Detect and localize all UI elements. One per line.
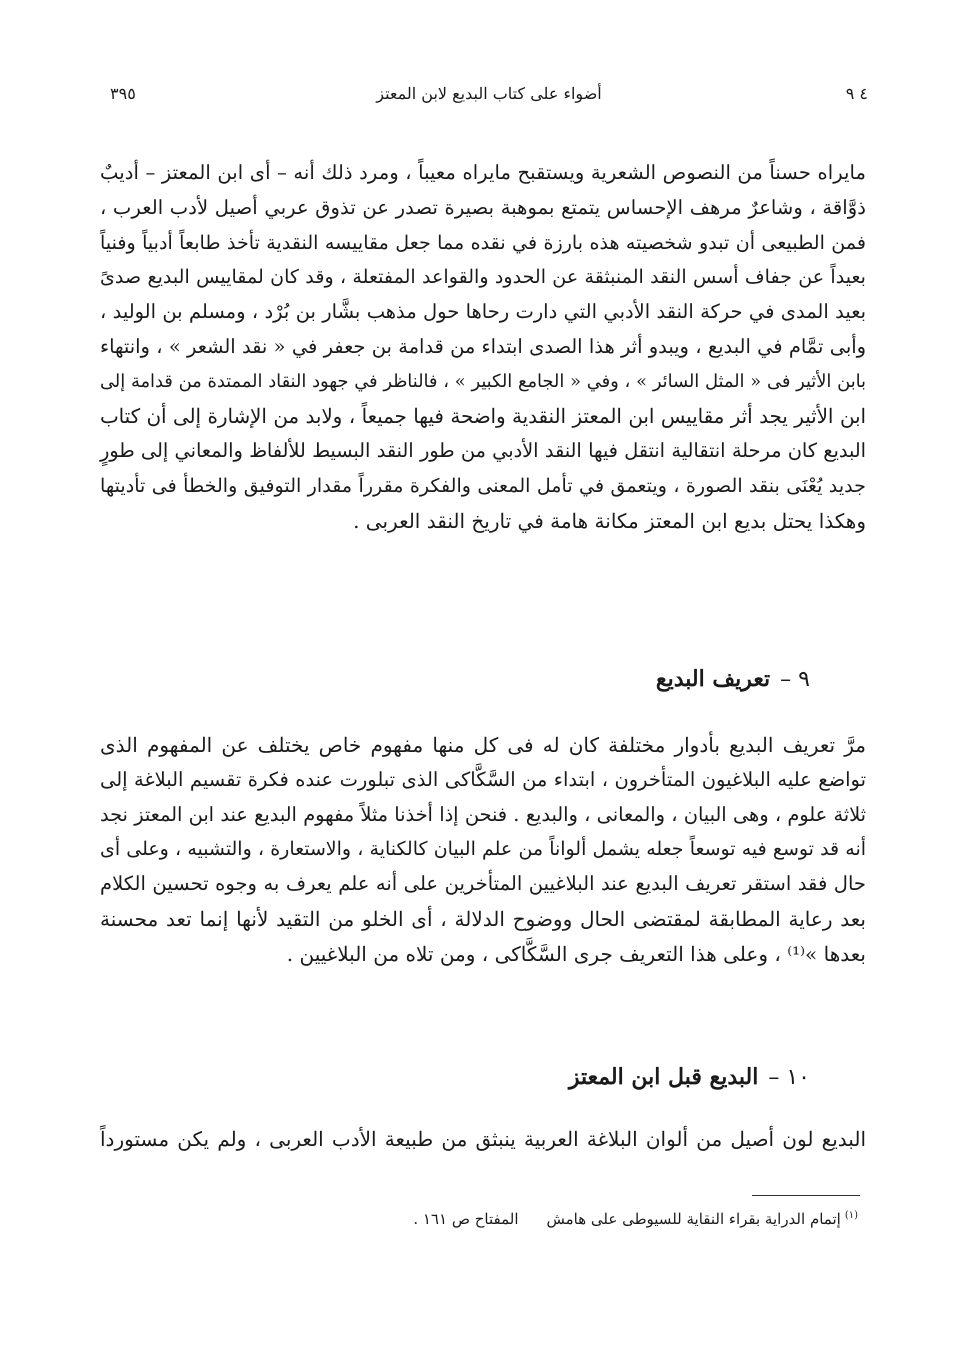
text-line: وأبى تمَّام في البديع ، ويبدو أثر هذا الصدى ابتداء من قدامة بن جعفر في « نقد الشعر » ، وانتهاء [100,334,866,358]
text-line: ذوَّاقة ، وشاعرٌ مرهف الإحساس يتمتع بموهبة بصيرة تصدر عن تذوق عربي أصيل لأدب العرب ، [100,195,866,219]
section-number: ٩ – [780,667,810,692]
text-line: مرَّ تعريف البديع بأدوار مختلفة كان له فى كل منها مفهوم خاص يختلف عن المفهوم الذى [100,733,866,757]
text-line: بابن الأثير فى « المثل السائر » ، وفي « الجامع الكبير » ، فالناظر في جهود النقاد الممتدة من قدامة إلى [100,371,866,392]
text-line: ابن الأثير يجد أثر مقاييس ابن المعتز النقدية واضحة فيها جميعاً ، ولابد من الإشارة إلى أن كتاب [100,404,866,428]
footnote-text-continued: المفتاح ص ١٦١ . [413,1210,519,1228]
footnote-marker: (١) [844,1210,858,1221]
text-line: ثلاثة علوم ، وهى البيان ، والمعانى ، والبديع . فنحن إذا أخذنا مثلاً مفهوم البديع عند ابن المعتز نجد [100,802,866,826]
running-header [110,84,868,114]
chapter-folio: ٤ ٩ [845,84,868,103]
paragraph-1 [100,156,866,539]
text-line: البديع كان مرحلة انتقالية انتقل فيها النقد الأدبي من طور النقد البسيط للألفاظ والمعاني إلى طورٍ [100,439,866,463]
text-line: فمن الطبيعى أن تبدو شخصيته هذه بارزة في نقده مما جعل مقاييسه النقدية تأخذ طابعاً أدبياً وفنياً [100,230,866,254]
section-number: ١٠ – [768,1065,810,1090]
section-title: البديع قبل ابن المعتز [568,1064,759,1090]
footnote-rule [752,1195,860,1196]
section-heading-9 [656,666,810,692]
text-line: أنه قد توسع فيه توسعاً جعله يشمل ألواناً من علم البيان كالكناية ، والاستعارة ، والتشبيه ، وعلى أى [100,838,866,861]
text-line: مايراه حسناً من النصوص الشعرية ويستقبح مايراه معيباً ، ومرد ذلك أنه – أى ابن المعتز – أديبٌ [100,161,866,184]
section-heading-10 [569,1064,810,1090]
text-line: جديد يُعْنَى بنقد الصورة ، ويتعمق في تأمل المعنى والفكرة مقرراً مقدار التوفيق والخطأ فى تأديتها [100,474,866,498]
paragraph-2 [100,728,866,972]
text-line: بعيد المدى في حركة النقد الأدبي التي دارت رحاها حول مذهب بشَّار بن بُرْد ، ومسلم بن الوليد ، [100,300,866,324]
text-line: البديع لون أصيل من ألوان البلاغة العربية ينبثق من طبيعة الأدب العربى ، ولم يكن مستورداً [100,1127,866,1151]
text-line: تواضع عليه البلاغيون المتأخرون ، ابتداء من السَّكَّاكى الذى تبلورت عنده فكرة تقسيم البلاغة إلى [100,767,866,791]
paragraph-3 [100,1122,866,1157]
text-line: بعد رعاية المطابقة لمقتضى الحال ووضوح الدلالة ، أى الخلو من التقيد لأنها إنما تعد محسنة [100,906,866,931]
page-number: ٣٩٥ [110,84,136,103]
footnote-text: إتمام الدراية بقراء النقاية للسيوطى على هامش [546,1210,841,1228]
running-title: أضواء على كتاب البديع لابن المعتز [376,84,602,103]
text-line: وهكذا يحتل بديع ابن المعتز مكانة هامة في تاريخ النقد العربى . [353,508,866,533]
text-line: بعيداً عن جفاف أسس النقد المنبثقة عن الحدود والقواعد المفتعلة ، وقد كان لمقاييس البديع صدىً [100,266,866,289]
section-title: تعريف البديع [655,666,771,692]
text-line: حال فقد استقر تعريف البديع عند البلاغيين المتأخرين على أنه علم يعرف به وجوه تحسين الكلام [100,872,866,896]
text-line: بعدها »⁽¹⁾ ، وعلى هذا التعريف جرى السَّكَّاكى ، ومن تلاه من البلاغيين . [286,941,866,966]
footnote [413,1210,858,1228]
